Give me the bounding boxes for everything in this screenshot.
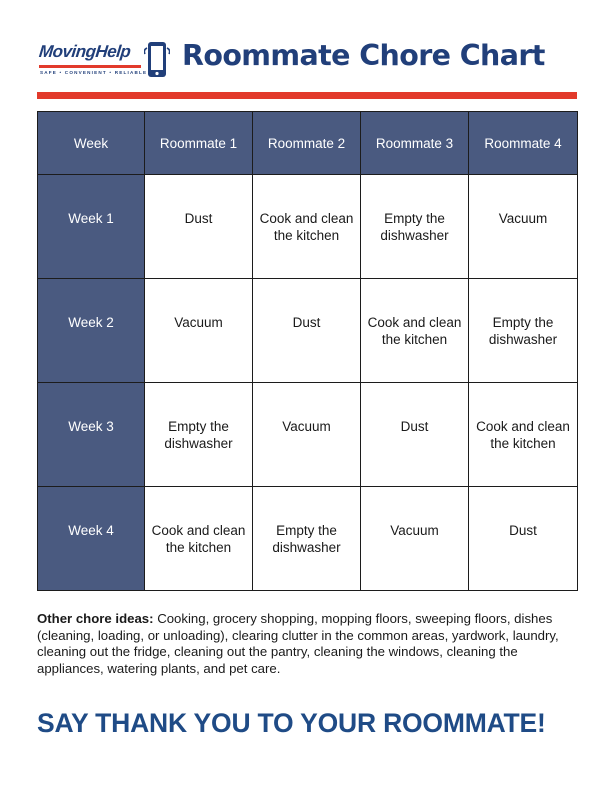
logo-wordmark: MovingHelp (38, 42, 132, 61)
other-chore-ideas (37, 611, 582, 677)
table-header-row (38, 112, 578, 175)
chore-cell: Vacuum (145, 279, 253, 383)
logo-underline (39, 65, 141, 68)
header-divider (37, 92, 577, 99)
week-label: Week 1 (38, 175, 145, 279)
chore-cell: Dust (145, 175, 253, 279)
chore-cell: Cook and clean the kitchen (145, 487, 253, 591)
chore-cell: Cook and clean the kitchen (469, 383, 578, 487)
thank-you-banner: SAY THANK YOU TO YOUR ROOMMATE! (37, 708, 546, 738)
page-header (37, 38, 577, 82)
chore-cell: Cook and clean the kitchen (361, 279, 469, 383)
column-header-week: Week (38, 112, 145, 175)
logo-tagline: SAFE • CONVENIENT • RELIABLE (40, 70, 148, 75)
chore-cell: Vacuum (361, 487, 469, 591)
ideas-text: Cooking, grocery shopping, mopping floors, sweeping floors, dishes (cleaning, loading, or unloading), clearing clutter in the common areas, yardwork, laundry, cleaning out the fridge, cleaning out the pantry, cleaning the windows, cleaning the appliances, watering plants, and pet care. (37, 611, 559, 676)
chore-cell: Dust (361, 383, 469, 487)
chore-chart-table (37, 111, 578, 591)
week-label: Week 4 (38, 487, 145, 591)
phone-icon (144, 40, 170, 80)
chore-cell: Vacuum (469, 175, 578, 279)
table-row (38, 175, 578, 279)
column-header-roommate-2: Roommate 2 (253, 112, 361, 175)
table-row (38, 487, 578, 591)
moving-help-logo (37, 40, 172, 80)
chore-cell: Cook and clean the kitchen (253, 175, 361, 279)
ideas-label: Other chore ideas: (37, 611, 154, 626)
chore-cell: Dust (469, 487, 578, 591)
column-header-roommate-3: Roommate 3 (361, 112, 469, 175)
chore-cell: Empty the dishwasher (253, 487, 361, 591)
page-title: Roommate Chore Chart (182, 39, 545, 72)
chore-cell: Empty the dishwasher (469, 279, 578, 383)
chore-cell: Vacuum (253, 383, 361, 487)
week-label: Week 2 (38, 279, 145, 383)
chore-cell: Dust (253, 279, 361, 383)
table-row (38, 279, 578, 383)
chore-cell: Empty the dishwasher (361, 175, 469, 279)
week-label: Week 3 (38, 383, 145, 487)
column-header-roommate-4: Roommate 4 (469, 112, 578, 175)
column-header-roommate-1: Roommate 1 (145, 112, 253, 175)
chore-cell: Empty the dishwasher (145, 383, 253, 487)
table-row (38, 383, 578, 487)
